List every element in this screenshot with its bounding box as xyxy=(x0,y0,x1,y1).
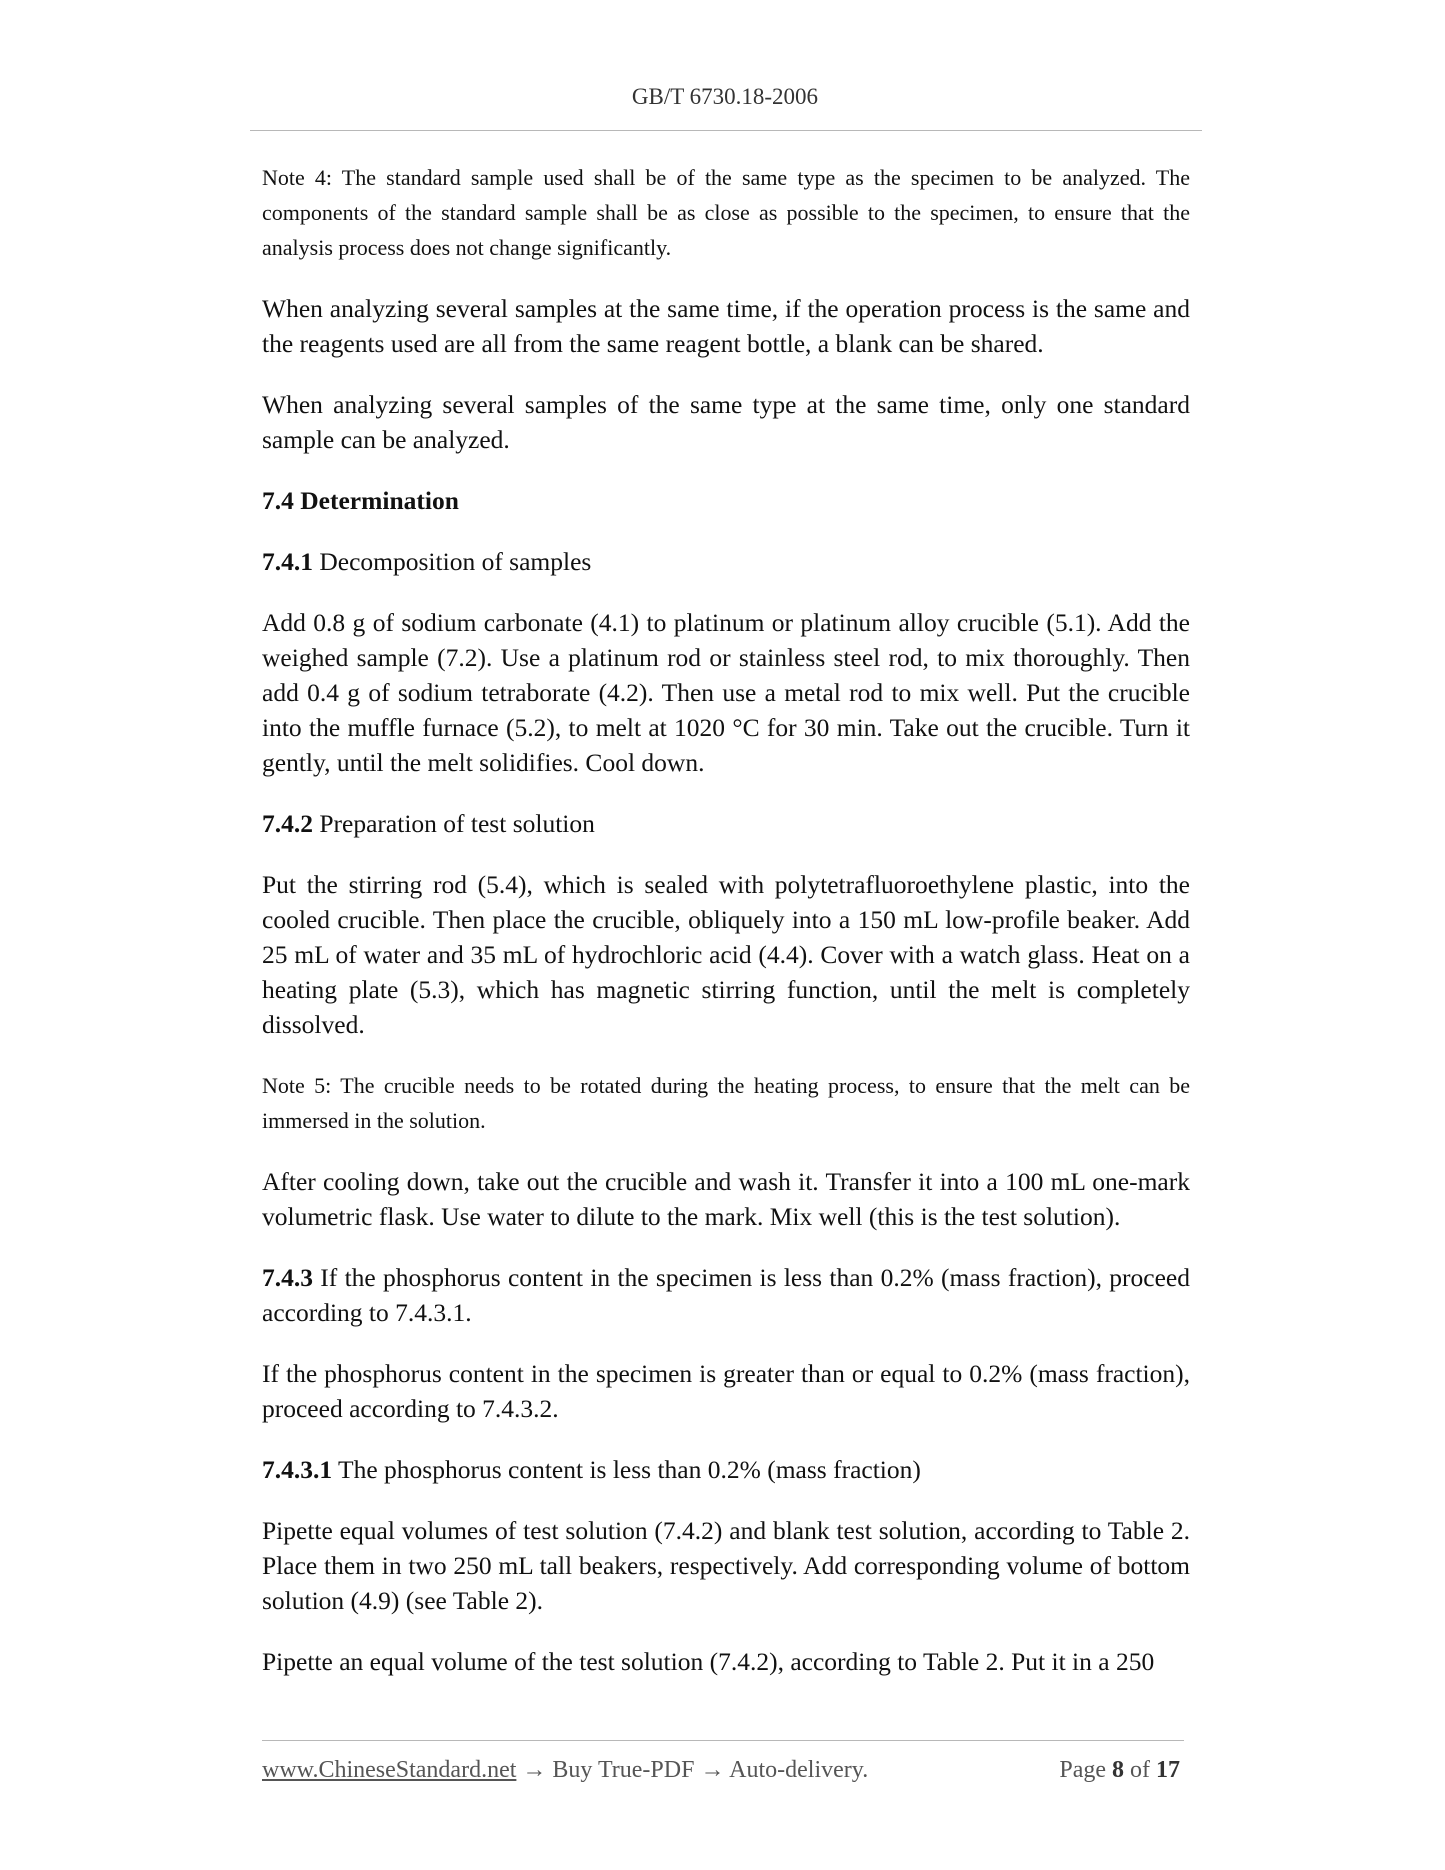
arrow-right-icon: → xyxy=(516,1757,553,1783)
footer-divider xyxy=(262,1740,1184,1741)
paragraph-decomposition: Add 0.8 g of sodium carbonate (4.1) to platinum or platinum alloy crucible (5.1). Add the weighed sample (7.2). Use a platinum rod or stainless steel rod, to mix thoroughly. Then add 0.4 g of sodium tetraborate (4.2). Then use a metal rod to mix well. Put the crucible into the muffle furnace (5.2), to melt at 1020 °C for 30 min. Take out the crucible. Turn it gently, until the melt solidifies. Cool down. xyxy=(262,608,1190,777)
heading-7-4-3-number: 7.4.3 xyxy=(262,1263,313,1292)
page-number: 8 xyxy=(1112,1757,1124,1783)
header-divider xyxy=(250,130,1202,131)
page-total: 17 xyxy=(1156,1757,1180,1783)
heading-7-4-1-number: 7.4.1 xyxy=(262,547,313,576)
auto-delivery-text: Auto-delivery. xyxy=(729,1757,869,1783)
heading-7-4-text: 7.4 Determination xyxy=(262,486,459,515)
heading-7-4-2-number: 7.4.2 xyxy=(262,809,313,838)
heading-7-4-1 xyxy=(262,544,1190,579)
paragraph-test-solution-prep: Put the stirring rod (5.4), which is sealed with polytetrafluoroethylene plastic, into the cooled crucible. Then place the crucible, obliquely into a 150 mL low-profile beaker. Add 25 mL of water and 35 mL of hydrochloric acid (4.4). Cover with a watch glass. Heat on a heating plate (5.3), which has magnetic stirring function, until the melt is completely dissolved. xyxy=(262,870,1190,1039)
document-body xyxy=(262,160,1190,1679)
page-footer xyxy=(262,1757,1184,1784)
heading-7-4 xyxy=(262,483,1190,518)
paragraph-standard-sample: When analyzing several samples of the same type at the same time, only one standard sample can be analyzed. xyxy=(262,390,1190,454)
paragraph-blank-shared: When analyzing several samples at the same time, if the operation process is the same and the reagents used are all from the same reagent bottle, a blank can be shared. xyxy=(262,294,1190,358)
heading-7-4-2-title: Preparation of test solution xyxy=(313,809,595,838)
arrow-right-icon: → xyxy=(694,1757,730,1783)
of-label: of xyxy=(1124,1757,1156,1783)
page-indicator xyxy=(1059,1757,1180,1784)
page-label: Page xyxy=(1059,1757,1112,1783)
paragraph-pipette-test-solution: Pipette an equal volume of the test solution (7.4.2), according to Table 2. Put it in a 250 xyxy=(262,1647,1155,1676)
paragraph-cooling: After cooling down, take out the crucible and wash it. Transfer it into a 100 mL one-mark volumetric flask. Use water to dilute to the mark. Mix well (this is the test solution). xyxy=(262,1167,1190,1231)
buy-pdf-text: Buy True-PDF xyxy=(552,1757,695,1783)
note-5: Note 5: The crucible needs to be rotated during the heating process, to ensure that the melt can be immersed in the solution. xyxy=(262,1073,1190,1133)
heading-7-4-3 xyxy=(262,1260,1190,1330)
paragraph-greater-equal: If the phosphorus content in the specimen is greater than or equal to 0.2% (mass fraction), proceed according to 7.4.3.2. xyxy=(262,1359,1190,1423)
heading-7-4-1-title: Decomposition of samples xyxy=(313,547,592,576)
heading-7-4-3-1-title: The phosphorus content is less than 0.2% (mass fraction) xyxy=(332,1455,921,1484)
note-4: Note 4: The standard sample used shall be of the same type as the specimen to be analyzed. The components of the standard sample shall be as close as possible to the specimen, to ensure that the analysis process does not change significantly. xyxy=(262,165,1190,260)
website-link[interactable]: www.ChineseStandard.net xyxy=(262,1757,517,1783)
paragraph-pipette-equal-volumes: Pipette equal volumes of test solution (7.4.2) and blank test solution, according to Table 2. Place them in two 250 mL tall beakers, respectively. Add corresponding volume of bottom solution (4.9) (see Table 2). xyxy=(262,1516,1190,1615)
heading-7-4-3-text: If the phosphorus content in the specimen is less than 0.2% (mass fraction), proceed according to 7.4.3.1. xyxy=(262,1263,1190,1327)
document-header: GB/T 6730.18-2006 xyxy=(631,84,819,109)
heading-7-4-3-1-number: 7.4.3.1 xyxy=(262,1455,333,1484)
heading-7-4-2 xyxy=(262,806,1190,841)
heading-7-4-3-1 xyxy=(262,1452,1190,1487)
